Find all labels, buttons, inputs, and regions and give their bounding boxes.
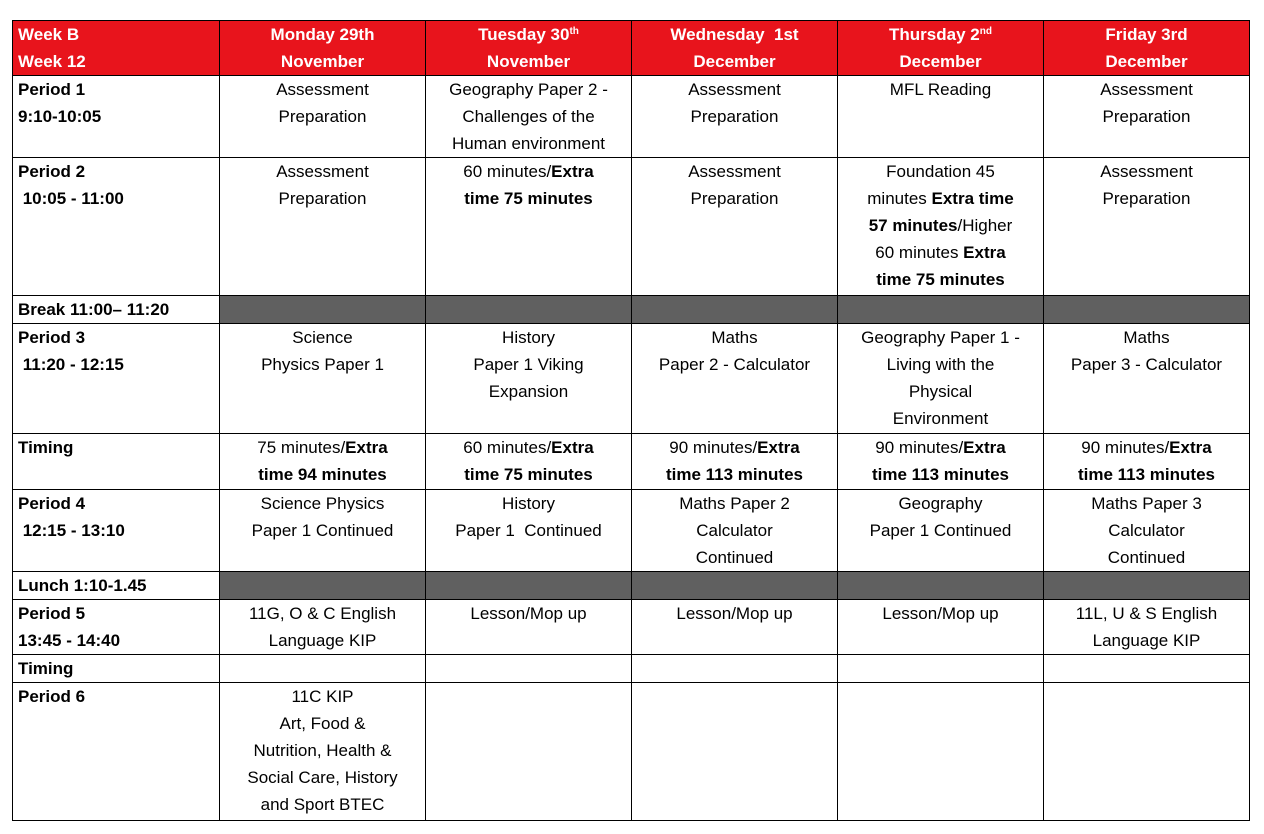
cell-line: Maths (711, 328, 758, 347)
extra-time-text: time 75 minutes (464, 465, 593, 484)
cell-line: Lesson/Mop up (882, 604, 999, 623)
day-header-monday (220, 21, 426, 76)
cell-line: Human environment (451, 134, 606, 153)
period-name: Period 1 (18, 80, 86, 99)
period-5-wednesday (632, 600, 838, 655)
ordinal-suffix: nd (979, 26, 992, 37)
timing-row-2 (13, 655, 1250, 683)
extra-time-text: Extra (345, 438, 388, 457)
day-header-tuesday (426, 21, 632, 76)
cell-line: and Sport BTEC (260, 795, 385, 814)
cell-line: Assessment (1100, 162, 1193, 181)
period-2-monday (220, 158, 426, 296)
period-time: 12:15 - 13:10 (18, 521, 125, 540)
cell-line: Foundation 45 (886, 162, 995, 181)
period-6-monday (220, 683, 426, 821)
cell-line: Science Physics (260, 494, 385, 513)
period-time: 13:45 - 14:40 (18, 631, 121, 650)
cell-line: Continued (695, 548, 774, 567)
period-5-label (13, 600, 220, 655)
day-name: Tuesday 30 (478, 25, 570, 44)
timing-text: 75 minutes/ (257, 438, 346, 457)
extra-time-text: Extra (551, 438, 594, 457)
timing-text: 90 minutes/ (669, 438, 758, 457)
extra-time-text: Extra (551, 162, 594, 181)
cell-line: Preparation (278, 107, 367, 126)
period-1-friday (1044, 76, 1250, 158)
cell-line: Paper 1 Continued (251, 521, 394, 540)
period-2-wednesday (632, 158, 838, 296)
cell-line: Calculator (696, 521, 773, 540)
cell-line: Physics Paper 1 (261, 355, 384, 374)
period-4-monday (220, 490, 426, 572)
cell-line: Language KIP (1092, 631, 1201, 650)
timing-text: /Higher (957, 216, 1013, 235)
period-5-friday (1044, 600, 1250, 655)
period-4-row (13, 490, 1250, 572)
period-6-tuesday (426, 683, 632, 821)
extra-time-text: time 113 minutes (871, 465, 1009, 484)
period-2-row (13, 158, 1250, 296)
timing-label: Timing (13, 655, 220, 683)
period-3-thursday (838, 324, 1044, 434)
period-name: Period 4 (18, 494, 86, 513)
cell-line: Preparation (278, 189, 367, 208)
period-3-friday (1044, 324, 1250, 434)
month-name: December (899, 52, 982, 71)
lunch-cell (632, 572, 838, 600)
cell-line: Lesson/Mop up (676, 604, 793, 623)
period-6-label (13, 683, 220, 821)
cell-line: History (502, 494, 555, 513)
break-cell (426, 296, 632, 324)
ordinal-suffix: th (569, 26, 579, 37)
cell-line: Language KIP (268, 631, 377, 650)
period-3-row (13, 324, 1250, 434)
cell-line: 11G, O & C English (248, 604, 397, 623)
period-time: 11:20 - 12:15 (18, 355, 124, 374)
extra-time-text: Extra (963, 438, 1006, 457)
timing-empty-cell (838, 655, 1044, 683)
day-header-friday (1044, 21, 1250, 76)
extra-time-text: Extra (1169, 438, 1212, 457)
cell-line: Living with the (886, 355, 995, 374)
break-cell (632, 296, 838, 324)
week-header (13, 21, 220, 76)
cell-line: Assessment (688, 80, 781, 99)
timing-label: Timing (13, 434, 220, 490)
period-1-tuesday (426, 76, 632, 158)
timing-text: 60 minutes/ (463, 162, 552, 181)
cell-line: Assessment (276, 162, 369, 181)
cell-line: Challenges of the (462, 107, 595, 126)
timing-empty-cell (220, 655, 426, 683)
lunch-cell (1044, 572, 1250, 600)
cell-line: MFL Reading (889, 80, 992, 99)
header-row (13, 21, 1250, 76)
period-2-friday (1044, 158, 1250, 296)
timing-friday (1044, 434, 1250, 490)
extra-time-text: Extra (757, 438, 800, 457)
cell-line: Physical (908, 382, 973, 401)
cell-line: Paper 1 Viking (473, 355, 584, 374)
cell-line: Preparation (1102, 107, 1191, 126)
period-3-wednesday (632, 324, 838, 434)
break-row (13, 296, 1250, 324)
cell-line: Nutrition, Health & (253, 741, 392, 760)
period-6-wednesday (632, 683, 838, 821)
timing-text: minutes (867, 189, 932, 208)
day-name: Monday 29th (270, 25, 375, 44)
cell-line: Paper 2 - Calculator (658, 355, 811, 374)
period-4-thursday (838, 490, 1044, 572)
period-3-label (13, 324, 220, 434)
timing-tuesday (426, 434, 632, 490)
cell-line: Environment (892, 409, 989, 428)
period-name: Period 5 (18, 604, 86, 623)
cell-line: 11L, U & S English (1075, 604, 1218, 623)
day-name: Friday 3rd (1105, 25, 1188, 44)
lunch-cell (426, 572, 632, 600)
period-6-row (13, 683, 1250, 821)
period-2-label (13, 158, 220, 296)
cell-line: Paper 1 Continued (869, 521, 1012, 540)
cell-line: Preparation (690, 107, 779, 126)
extra-time-text: time 113 minutes (1077, 465, 1215, 484)
period-time: 9:10-10:05 (18, 107, 102, 126)
day-name: Thursday 2 (889, 25, 980, 44)
cell-line: Paper 1 Continued (455, 521, 602, 540)
break-cell (838, 296, 1044, 324)
extra-time-text: time 94 minutes (258, 465, 387, 484)
cell-line: Assessment (1100, 80, 1193, 99)
period-name: Period 3 (18, 328, 86, 347)
period-1-monday (220, 76, 426, 158)
cell-line: Preparation (1102, 189, 1191, 208)
period-1-label (13, 76, 220, 158)
cell-line: Geography Paper 1 - (861, 328, 1020, 347)
cell-line: Continued (1107, 548, 1186, 567)
cell-line: Calculator (1108, 521, 1185, 540)
month-name: November (280, 52, 365, 71)
week-b-label: Week B (18, 25, 80, 44)
month-name: December (693, 52, 776, 71)
extra-time-text: Extra (963, 243, 1006, 262)
extra-time-text: time 75 minutes (464, 189, 593, 208)
timing-monday (220, 434, 426, 490)
cell-line: Maths (1123, 328, 1170, 347)
day-header-wednesday (632, 21, 838, 76)
timing-text: 60 minutes (875, 243, 964, 262)
period-5-thursday (838, 600, 1044, 655)
cell-line: Assessment (276, 80, 369, 99)
day-header-thursday (838, 21, 1044, 76)
period-2-tuesday (426, 158, 632, 296)
period-6-friday (1044, 683, 1250, 821)
period-3-tuesday (426, 324, 632, 434)
cell-line: Expansion (488, 382, 569, 401)
extra-time-text: time 113 minutes (665, 465, 803, 484)
timing-text: 90 minutes/ (875, 438, 964, 457)
timing-wednesday (632, 434, 838, 490)
timing-row (13, 434, 1250, 490)
extra-time-text: Extra time (931, 189, 1014, 208)
period-5-row (13, 600, 1250, 655)
month-name: December (1105, 52, 1188, 71)
cell-line: Assessment (688, 162, 781, 181)
period-1-row (13, 76, 1250, 158)
lunch-cell (838, 572, 1044, 600)
cell-line: Art, Food & (279, 714, 366, 733)
cell-line: Geography Paper 2 - (449, 80, 608, 99)
timing-thursday (838, 434, 1044, 490)
period-4-friday (1044, 490, 1250, 572)
day-name: Wednesday 1st (670, 25, 799, 44)
timing-empty-cell (1044, 655, 1250, 683)
period-4-label (13, 490, 220, 572)
month-name: November (486, 52, 571, 71)
cell-line: Lesson/Mop up (470, 604, 587, 623)
period-5-monday (220, 600, 426, 655)
extra-time-text: time 75 minutes (876, 270, 1005, 289)
timing-empty-cell (426, 655, 632, 683)
period-time: 10:05 - 11:00 (18, 189, 124, 208)
exam-timetable (12, 20, 1250, 821)
period-3-monday (220, 324, 426, 434)
cell-line: Science (292, 328, 353, 347)
period-name: Period 2 (18, 162, 86, 181)
cell-line: Geography (898, 494, 983, 513)
lunch-cell (220, 572, 426, 600)
period-4-tuesday (426, 490, 632, 572)
period-1-wednesday (632, 76, 838, 158)
period-2-thursday (838, 158, 1044, 296)
timing-text: 90 minutes/ (1081, 438, 1170, 457)
cell-line: Paper 3 - Calculator (1070, 355, 1223, 374)
break-cell (1044, 296, 1250, 324)
cell-line: Maths Paper 2 (679, 494, 790, 513)
cell-line: Social Care, History (247, 768, 398, 787)
period-5-tuesday (426, 600, 632, 655)
timing-text: 60 minutes/ (463, 438, 552, 457)
period-6-thursday (838, 683, 1044, 821)
period-name: Period 6 (18, 687, 86, 706)
cell-line: Preparation (690, 189, 779, 208)
week-number-label: Week 12 (18, 52, 86, 71)
cell-line: History (502, 328, 555, 347)
extra-time-text: 57 minutes (868, 216, 958, 235)
break-cell (220, 296, 426, 324)
break-label: Break 11:00– 11:20 (13, 296, 220, 324)
lunch-row (13, 572, 1250, 600)
cell-line: Maths Paper 3 (1091, 494, 1202, 513)
period-1-thursday (838, 76, 1044, 158)
period-4-wednesday (632, 490, 838, 572)
cell-line: 11C KIP (291, 687, 354, 706)
timing-empty-cell (632, 655, 838, 683)
lunch-label: Lunch 1:10-1.45 (13, 572, 220, 600)
